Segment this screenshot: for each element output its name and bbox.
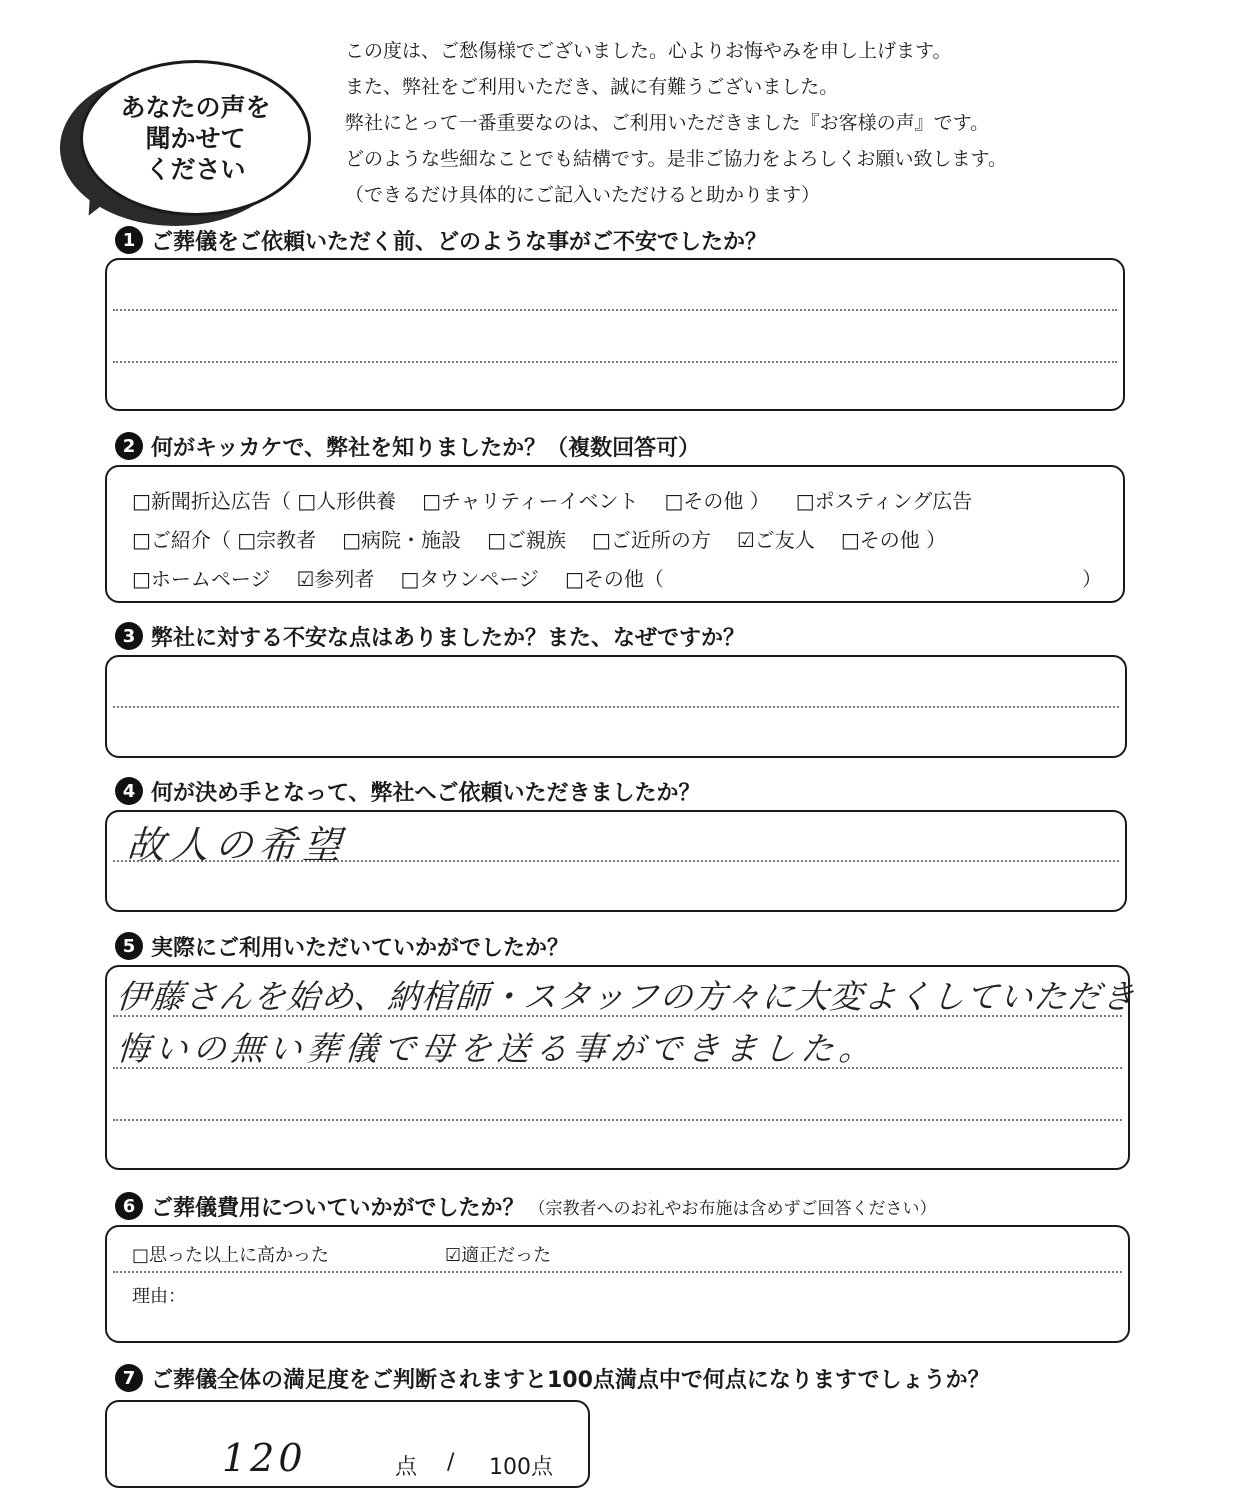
intro-line: この度は、ご愁傷様でございました。心よりお悔やみを申し上げます。 bbox=[345, 40, 952, 62]
bubble-line-3: ください bbox=[145, 154, 246, 184]
bubble-line-2: 聞かせて bbox=[145, 123, 246, 153]
question-4-text: 何が決め手となって、弊社へご依頼いただきましたか？ bbox=[151, 780, 701, 806]
checkbox-other-3[interactable]: □その他（ bbox=[564, 567, 664, 591]
question-number-badge: 3 bbox=[115, 622, 143, 650]
question-7-text: ご葬儀全体の満足度をご判断されますと100点満点中で何点になりますでしょうか？ bbox=[151, 1367, 990, 1393]
question-5-text: 実際にご利用いただいていかがでしたか？ bbox=[151, 935, 570, 961]
question-2-text: 何がキッカケで、弊社を知りましたか？（複数回答可） bbox=[151, 435, 701, 461]
question-4 bbox=[115, 775, 701, 807]
question-number-badge: 2 bbox=[115, 432, 143, 460]
intro-line: また、弊社をご利用いただき、誠に有難うございました。 bbox=[345, 76, 839, 98]
score-slash: / bbox=[447, 1450, 455, 1475]
writing-line bbox=[113, 1119, 1122, 1121]
question-number-badge: 5 bbox=[115, 932, 143, 960]
intro-line: どのような些細なことでも結構です。是非ご協力をよろしくお願い致します。 bbox=[345, 148, 1007, 170]
question-6 bbox=[115, 1190, 937, 1222]
score-unit: 点 bbox=[395, 1455, 418, 1480]
intro-line: 弊社にとって一番重要なのは、ご利用いただきました『お客様の声』です。 bbox=[345, 112, 990, 134]
question-number-badge: 6 bbox=[115, 1192, 143, 1220]
question-2 bbox=[115, 430, 700, 462]
score-max: 100点 bbox=[489, 1455, 553, 1480]
question-6-note: （宗教者へのお礼やお布施は含めずご回答ください） bbox=[528, 1198, 937, 1219]
handwritten-answer-4: 故人の希望 bbox=[125, 823, 349, 867]
options-row-2 bbox=[132, 524, 972, 553]
checkbox-other-1[interactable]: □その他 ） bbox=[664, 489, 770, 513]
checkbox-homepage[interactable]: □ホームページ bbox=[132, 567, 271, 591]
reason-label: 理由： bbox=[132, 1286, 186, 1307]
checkbox-fair-checked[interactable]: ☑適正だった bbox=[445, 1245, 552, 1266]
answer-box-3[interactable] bbox=[105, 655, 1127, 758]
question-number-badge: 4 bbox=[115, 777, 143, 805]
question-1 bbox=[115, 224, 767, 256]
answer-box-6 bbox=[105, 1225, 1130, 1343]
handwritten-answer-5-line-2: 悔いの無い葬儀で母を送る事ができました。 bbox=[115, 1029, 879, 1068]
question-3 bbox=[115, 620, 745, 652]
bubble-line-1: あなたの声を bbox=[120, 92, 271, 122]
speech-bubble bbox=[50, 50, 310, 225]
question-number-badge: 1 bbox=[115, 226, 143, 254]
intro-text bbox=[345, 33, 1205, 213]
question-6-text: ご葬儀費用についていかがでしたか？ bbox=[151, 1195, 525, 1221]
question-5 bbox=[115, 930, 569, 962]
checkbox-neighbors[interactable]: □ご近所の方 bbox=[591, 528, 711, 552]
checkbox-attendee-checked[interactable]: ☑参列者 bbox=[296, 567, 375, 591]
question-number-badge: 7 bbox=[115, 1364, 143, 1392]
answer-box-2 bbox=[105, 465, 1125, 603]
checkbox-hospital[interactable]: □病院・施設 bbox=[342, 528, 462, 552]
question-7 bbox=[115, 1362, 990, 1394]
writing-line bbox=[113, 361, 1117, 363]
answer-box-4[interactable] bbox=[105, 810, 1127, 912]
closing-paren: ） bbox=[1082, 567, 1102, 591]
checkbox-referral-religious[interactable]: □ご紹介（ □宗教者 bbox=[132, 528, 317, 552]
question-1-text: ご葬儀をご依頼いただく前、どのような事がご不安でしたか？ bbox=[151, 229, 768, 255]
intro-line: （できるだけ具体的にご記入いただけると助かります） bbox=[345, 184, 821, 206]
checkbox-expensive[interactable]: □思った以上に高かった bbox=[132, 1245, 330, 1266]
score-box[interactable] bbox=[105, 1400, 590, 1488]
options-row-1 bbox=[132, 485, 998, 514]
bubble-text bbox=[80, 60, 311, 216]
checkbox-friend-checked[interactable]: ☑ご友人 bbox=[736, 528, 815, 552]
question-3-text: 弊社に対する不安な点はありましたか？また、なぜですか？ bbox=[151, 625, 746, 651]
checkbox-townpage[interactable]: □タウンページ bbox=[400, 567, 539, 591]
writing-line bbox=[113, 706, 1119, 708]
checkbox-relatives[interactable]: □ご親族 bbox=[487, 528, 566, 552]
answer-box-5[interactable] bbox=[105, 965, 1137, 1170]
handwritten-score: 120 bbox=[222, 1436, 307, 1480]
options-row-3 bbox=[132, 563, 1102, 592]
checkbox-other-2[interactable]: □その他 ） bbox=[840, 528, 947, 552]
checkbox-newspaper[interactable]: □新聞折込広告（ □人形供養 bbox=[132, 489, 397, 513]
answer-box-1[interactable] bbox=[105, 258, 1125, 411]
writing-line bbox=[113, 1271, 1122, 1273]
handwritten-answer-5-line-1: 伊藤さんを始め、納棺師・スタッフの方々に大変よくしていただき bbox=[115, 977, 1137, 1016]
checkbox-posting-ad[interactable]: □ポスティング広告 bbox=[795, 489, 973, 513]
checkbox-charity-event[interactable]: □チャリティーイベント bbox=[422, 489, 639, 513]
writing-line bbox=[113, 309, 1117, 311]
